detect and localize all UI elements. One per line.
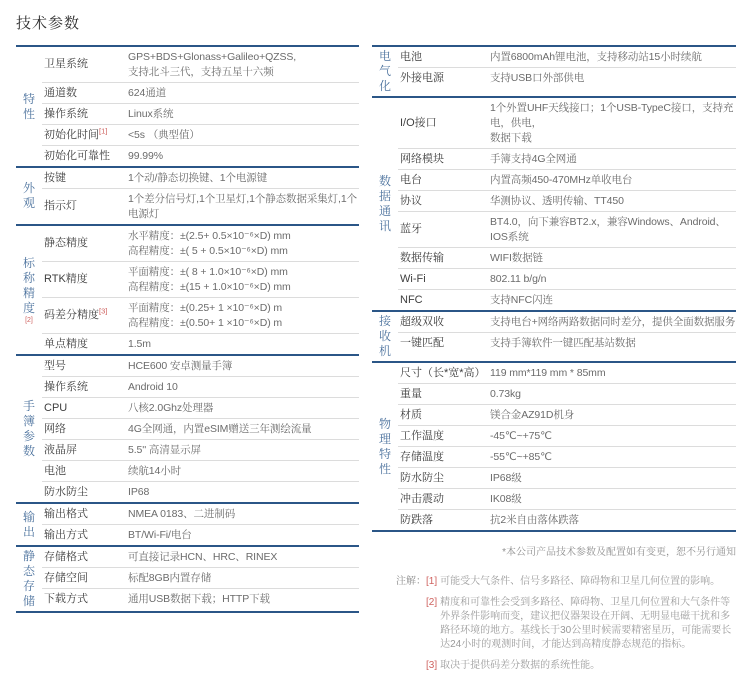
spec-value: 624通道: [128, 86, 167, 99]
spec-row: [42, 376, 359, 397]
spec-row: [398, 268, 736, 289]
spec-row: [398, 211, 736, 247]
spec-row: [398, 67, 736, 88]
section-appearance: [16, 166, 359, 224]
category-label-physical: 物理特性: [378, 416, 391, 476]
spec-row: [398, 446, 736, 467]
spec-row: [42, 47, 359, 82]
spec-row: [398, 148, 736, 169]
section-receiver: [372, 310, 736, 361]
spec-value: 支持手簿软件一键匹配基站数据: [490, 336, 636, 349]
label-footnote-marker: [1]: [99, 125, 108, 135]
spec-columns: [16, 45, 736, 680]
spec-label: 外接电源: [400, 71, 444, 84]
spec-value: IP68级: [490, 471, 522, 484]
section-controller-params: [16, 354, 359, 502]
spec-row: [398, 425, 736, 446]
spec-value: Android 10: [128, 380, 178, 393]
spec-label: 电台: [400, 173, 422, 186]
spec-label: NFC: [400, 293, 423, 306]
spec-label: 操作系统: [44, 380, 88, 393]
spec-label: 通道数: [44, 86, 77, 99]
spec-label: 初始化时间[1]: [44, 125, 108, 141]
category-label-appearance: 外观: [22, 181, 35, 210]
spec-row: [398, 488, 736, 509]
spec-label: 协议: [400, 194, 422, 207]
spec-row: [398, 467, 736, 488]
spec-row: [42, 168, 359, 188]
spec-value: -45℃~+75℃: [490, 429, 552, 442]
spec-row: [398, 383, 736, 404]
spec-row: [398, 98, 736, 148]
spec-label: 输出格式: [44, 507, 88, 520]
spec-row: [398, 363, 736, 383]
section-features: [16, 45, 359, 166]
spec-table-right: [372, 45, 736, 532]
spec-value: GPS+BDS+Glonass+Galileo+QZSS, 支持北斗三代，支持五星十六频: [128, 50, 297, 78]
spec-row: [398, 190, 736, 211]
spec-label: 液晶屏: [44, 443, 77, 456]
spec-label: 数据传输: [400, 251, 444, 264]
spec-label: 存储格式: [44, 550, 88, 563]
spec-label: 电池: [44, 464, 66, 477]
spec-value: HCE600 安卓测量手簿: [128, 359, 233, 372]
spec-row: [398, 404, 736, 425]
spec-value: IK08级: [490, 492, 522, 505]
spec-value: 华测协议、透明传输、TT450: [490, 194, 624, 207]
category-label-static-storage: 静态存储: [22, 549, 35, 608]
spec-value: -55℃~+85℃: [490, 450, 552, 463]
spec-label: 蓝牙: [400, 223, 422, 235]
footnote-text: 取决于提供码差分数据的系统性能。: [440, 660, 601, 671]
spec-label: I/O接口: [400, 116, 437, 129]
category-label-electrical: 电气化: [378, 49, 391, 93]
spec-value: 镁合金AZ91D机身: [490, 408, 575, 421]
category-label-features: 特性: [22, 91, 35, 121]
footnote-text: 可能受大气条件、信号多路径、障碍物和卫星几何位置的影响。: [440, 576, 721, 587]
footnote-marker: [3]: [426, 660, 438, 671]
spec-row: [42, 460, 359, 481]
spec-label: 网络: [44, 422, 66, 435]
spec-value: 99.99%: [128, 149, 164, 162]
spec-label: 操作系统: [44, 107, 88, 120]
spec-label: 防水防尘: [44, 485, 88, 498]
spec-value: 水平精度：±(2.5+ 0.5×10⁻⁶×D) mm 高程精度：±( 5 + 0.5×10⁻⁶×D) mm: [128, 229, 291, 257]
spec-value: 119 mm*119 mm * 85mm: [490, 366, 606, 379]
spec-value: <5s （典型值）: [128, 128, 200, 141]
spec-row: [42, 504, 359, 524]
spec-row: [42, 588, 359, 609]
spec-row: [42, 124, 359, 145]
spec-label: 材质: [400, 408, 422, 421]
category-label-receiver: 接收机: [378, 314, 391, 358]
spec-label: 重量: [400, 387, 422, 400]
spec-value: BT4.0，向下兼容BT2.x，兼容Windows、Android、IOS系统: [490, 215, 726, 243]
right-column: [372, 45, 736, 680]
spec-label: 指示灯: [44, 200, 77, 212]
spec-label: 存储温度: [400, 450, 444, 463]
spec-label: 冲击震动: [400, 492, 444, 505]
spec-value: 1个外置UHF天线接口；1个USB-TypeC接口，支持充电，供电， 数据下载: [490, 101, 734, 144]
spec-label: 超级双收: [400, 315, 444, 328]
spec-label: 码差分精度[3]: [44, 306, 108, 321]
spec-value: IP68: [128, 485, 150, 498]
spec-label: Wi-Fi: [400, 272, 426, 285]
spec-row: [42, 103, 359, 124]
label-footnote-marker: [3]: [99, 306, 108, 316]
spec-value: 1.5m: [128, 337, 151, 350]
spec-value: 抗2米自由落体跌落: [490, 513, 579, 526]
spec-row: [42, 188, 359, 224]
spec-value: 可直接记录HCN、HRC、RINEX: [128, 550, 278, 563]
spec-row: [42, 333, 359, 354]
footnotes-label: 注解：: [396, 576, 426, 587]
spec-label: CPU: [44, 401, 68, 414]
spec-label: 一键匹配: [400, 336, 444, 349]
footnote-3: [396, 659, 736, 673]
spec-value: 平面精度：±(0.25+ 1 ×10⁻⁶×D) m 高程精度：±(0.50+ 1 ×10⁻⁶×D) m: [128, 301, 283, 329]
section-physical: [372, 361, 736, 530]
footnotes-block: [396, 575, 736, 673]
spec-value: 内置高频450-470MHz单收电台: [490, 173, 633, 186]
footnote-indent: [396, 596, 426, 652]
spec-row: [398, 169, 736, 190]
spec-row: [42, 397, 359, 418]
spec-label: 防跌落: [400, 513, 433, 526]
spec-value: 支持NFC闪连: [490, 293, 553, 306]
spec-row: [398, 289, 736, 310]
footnote-1: [396, 575, 736, 589]
spec-row: [398, 509, 736, 530]
spec-row: [42, 297, 359, 333]
disclaimer-note: *本公司产品技术参数及配置如有变更，恕不另行通知: [502, 547, 736, 558]
spec-row: [42, 82, 359, 103]
spec-value: 手簿支持4G全网通: [490, 152, 577, 165]
spec-value: 标配8GB内置存储: [128, 571, 212, 584]
spec-label: 网络模块: [400, 152, 444, 165]
spec-row: [398, 312, 736, 332]
spec-row: [398, 247, 736, 268]
spec-label: 电池: [400, 50, 422, 63]
spec-value: BT/Wi-Fi/电台: [128, 528, 192, 541]
spec-row: [42, 226, 359, 261]
spec-row: [42, 547, 359, 567]
footnote-marker: [1]: [426, 576, 438, 587]
page-title: 技术参数: [16, 15, 81, 32]
spec-row: [42, 356, 359, 376]
category-label-output: 输出: [22, 509, 35, 539]
spec-value: 5.5'' 高清显示屏: [128, 443, 201, 456]
category-label-controller-params: 手簿参数: [22, 399, 35, 458]
spec-value: 平面精度：±( 8 + 1.0×10⁻⁶×D) mm 高程精度：±(15 + 1.0×10⁻⁶×D) mm: [128, 265, 291, 293]
category-footnote-marker: [2]: [25, 316, 33, 324]
spec-value: WIFI数据链: [490, 251, 543, 264]
spec-value: 802.11 b/g/n: [490, 272, 547, 285]
spec-label: 型号: [44, 359, 66, 372]
section-data-communication: [372, 96, 736, 310]
spec-row: [398, 332, 736, 353]
spec-value: 八核2.0Ghz处理器: [128, 401, 214, 414]
spec-value: 续航14小时: [128, 464, 182, 477]
spec-label: 按键: [44, 171, 66, 184]
spec-value: 支持电台+网络两路数据同时差分，提供全面数据服务: [490, 315, 736, 328]
spec-value: 1个动/静态切换键、1个电源键: [128, 171, 268, 184]
section-static-storage: [16, 545, 359, 611]
spec-value: NMEA 0183、二进制码: [128, 507, 236, 520]
spec-row: [42, 418, 359, 439]
spec-label: 单点精度: [44, 337, 88, 350]
spec-label: RTK精度: [44, 273, 88, 285]
spec-label: 尺寸（长*宽*高）: [400, 366, 486, 379]
spec-value: 支持USB口外部供电: [490, 71, 585, 84]
spec-label: 工作温度: [400, 429, 444, 442]
spec-row: [42, 524, 359, 545]
spec-row: [42, 261, 359, 297]
spec-row: [42, 567, 359, 588]
spec-label: 下载方式: [44, 592, 88, 605]
spec-value: 0.73kg: [490, 387, 521, 400]
section-nominal-accuracy: [16, 224, 359, 354]
spec-value: 1个差分信号灯,1个卫星灯,1个静态数据采集灯,1个电源灯: [128, 192, 358, 220]
spec-row: [398, 47, 736, 67]
spec-label: 存储空间: [44, 571, 88, 584]
category-label-nominal-accuracy: 标称精度 [2]: [22, 255, 35, 324]
section-electrical: [372, 45, 736, 96]
category-label-data-communication: 数据通讯: [378, 174, 391, 233]
footnote-marker: [2]: [426, 597, 438, 608]
spec-label: 卫星系统: [44, 58, 88, 70]
spec-value: 通用USB数据下载；HTTP下载: [128, 592, 270, 605]
spec-table-left: [16, 45, 359, 613]
spec-value: 内置6800mAh锂电池，支持移动站15小时续航: [490, 50, 702, 63]
spec-row: [42, 145, 359, 166]
spec-label: 初始化可靠性: [44, 149, 110, 162]
footnote-2: [396, 596, 736, 652]
spec-value: Linux系统: [128, 107, 174, 120]
section-output: [16, 502, 359, 545]
spec-value: 4G全网通，内置eSIM赠送三年测绘流量: [128, 422, 312, 435]
spec-label: 输出方式: [44, 528, 88, 541]
spec-label: 防水防尘: [400, 471, 444, 484]
footnote-text: 精度和可靠性会受到多路径、障碍物、卫星几何位置和大气条件等外界条件影响而变，建议把仪器架设在开阔、无明显电磁干扰和多路径环境的地方。基线长于30公里时候需要精密星历，可能需要长达24小时的观测时间，才能达到高精度静态规范的指标。: [440, 597, 732, 650]
spec-label: 静态精度: [44, 237, 88, 249]
spec-row: [42, 481, 359, 502]
footnote-indent: [396, 659, 426, 673]
spec-row: [42, 439, 359, 460]
